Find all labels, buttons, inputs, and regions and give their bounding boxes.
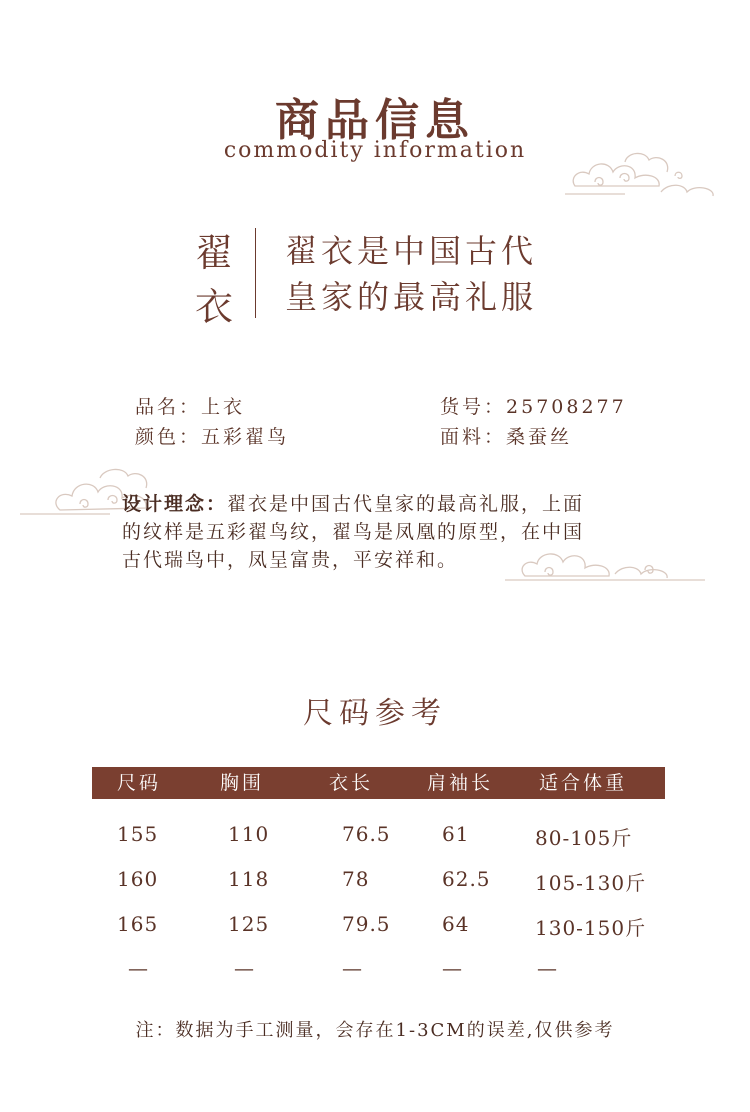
cloud-decoration-top xyxy=(565,148,730,198)
table-cell: 62.5 xyxy=(442,867,491,891)
table-cell: 78 xyxy=(342,867,370,891)
table-cell: 110 xyxy=(228,822,270,846)
table-cell: 61 xyxy=(442,822,470,846)
info-color-label: 颜色： xyxy=(135,426,202,448)
header-size: 尺码 xyxy=(117,772,162,794)
info-fabric-value: 桑蚕丝 xyxy=(506,426,573,448)
table-cell: 155 xyxy=(117,822,159,846)
design-concept xyxy=(122,490,662,574)
info-sku xyxy=(440,392,627,419)
table-cell: — xyxy=(342,956,363,980)
info-sku-label: 货号： xyxy=(440,396,507,418)
info-fabric-label: 面料： xyxy=(440,426,507,448)
size-table-header xyxy=(92,767,665,799)
slogan-line-1: 翟衣是中国古代 xyxy=(285,232,538,270)
table-cell: — xyxy=(442,956,463,980)
info-fabric xyxy=(440,422,572,449)
info-name xyxy=(135,392,245,419)
feature-name-char-2: 衣 xyxy=(194,285,233,329)
page-subtitle: commodity information xyxy=(223,138,527,163)
feature-name xyxy=(190,226,238,334)
header-shoulder-sleeve: 肩袖长 xyxy=(427,772,494,794)
table-cell: 76.5 xyxy=(342,822,391,846)
design-label: 设计理念： xyxy=(122,493,228,515)
header-length: 衣长 xyxy=(329,772,374,794)
table-cell: 130-150斤 xyxy=(535,916,647,940)
slogan-line-2: 皇家的最高礼服 xyxy=(285,278,538,316)
design-line-3: 古代瑞鸟中，凤呈富贵，平安祥和。 xyxy=(122,549,459,571)
feature-slogan xyxy=(285,228,537,320)
design-text-1: 翟衣是中国古代皇家的最高礼服，上面 xyxy=(227,493,585,515)
table-cell: — xyxy=(128,956,149,980)
design-line-2: 的纹样是五彩翟鸟纹，翟鸟是凤凰的原型，在中国 xyxy=(122,521,585,543)
table-cell: 80-105斤 xyxy=(535,826,633,850)
header-weight: 适合体重 xyxy=(539,772,628,794)
table-cell: 105-130斤 xyxy=(535,871,647,895)
table-cell: — xyxy=(537,956,558,980)
table-cell: 160 xyxy=(117,867,159,891)
info-name-label: 品名： xyxy=(135,396,202,418)
table-cell: 79.5 xyxy=(342,912,391,936)
table-cell: 64 xyxy=(442,912,470,936)
info-color xyxy=(135,422,289,449)
info-color-value: 五彩翟鸟 xyxy=(201,426,290,448)
table-cell: — xyxy=(234,956,255,980)
design-line-1 xyxy=(122,490,662,518)
info-name-value: 上衣 xyxy=(201,396,246,418)
size-table-title: 尺码参考 xyxy=(303,696,447,731)
page-title: 商品信息 xyxy=(275,95,475,146)
info-sku-value: 25708277 xyxy=(506,396,627,418)
feature-divider xyxy=(255,228,256,318)
header-chest: 胸围 xyxy=(220,772,265,794)
measurement-note: 注：数据为手工测量，会存在1-3CM的误差,仅供参考 xyxy=(135,1020,615,1041)
feature-name-char-1: 翟 xyxy=(194,231,233,275)
table-cell: 165 xyxy=(117,912,159,936)
table-cell: 118 xyxy=(228,867,270,891)
table-cell: 125 xyxy=(228,912,270,936)
